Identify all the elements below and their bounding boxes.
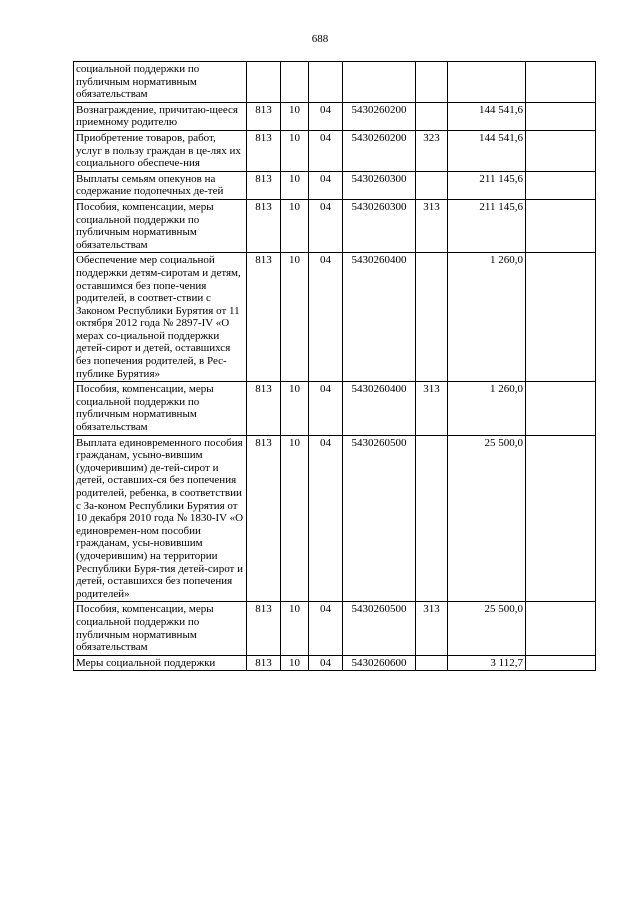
table-row — [74, 655, 596, 671]
row-expense-type-code: 313 — [416, 199, 448, 252]
row-extra — [526, 62, 596, 103]
row-ved-code: 813 — [247, 655, 281, 671]
row-ved-code: 813 — [247, 130, 281, 171]
row-subsection-code: 04 — [309, 171, 343, 199]
row-expense-type-code — [416, 435, 448, 602]
row-subsection-code — [309, 62, 343, 103]
row-target-article-code: 5430260200 — [343, 102, 416, 130]
row-name: Выплаты семьям опекунов на содержание подопечных де-тей — [74, 171, 247, 199]
row-ved-code: 813 — [247, 253, 281, 382]
row-extra — [526, 435, 596, 602]
row-target-article-code: 5430260600 — [343, 655, 416, 671]
row-expense-type-code — [416, 253, 448, 382]
row-target-article-code: 5430260500 — [343, 435, 416, 602]
row-name: Обеспечение мер социальной поддержки детям-сиротам и детям, оставшимся без попе-чения родителей, в соответ-ствии с Законом Республики Бурятия от 11 октября 2012 года № 2897-IV «О мерах со-циальной поддержки детей-сирот и детей, оставшихся без попечения родителей, в Рес-публике Бурятия» — [74, 253, 247, 382]
row-amount: 25 500,0 — [448, 435, 526, 602]
row-name: Пособия, компенсации, меры социальной поддержки по публичным нормативным обязательствам — [74, 382, 247, 435]
row-extra — [526, 130, 596, 171]
row-expense-type-code — [416, 62, 448, 103]
table-row — [74, 602, 596, 655]
row-target-article-code: 5430260400 — [343, 253, 416, 382]
table-row — [74, 435, 596, 602]
table-row — [74, 130, 596, 171]
table-row — [74, 199, 596, 252]
row-name: Приобретение товаров, работ, услуг в пользу граждан в це-лях их социального обеспече-ния — [74, 130, 247, 171]
row-name: Вознаграждение, причитаю-щееся приемному родителю — [74, 102, 247, 130]
row-ved-code: 813 — [247, 435, 281, 602]
row-section-code: 10 — [281, 130, 309, 171]
row-expense-type-code — [416, 171, 448, 199]
row-amount: 1 260,0 — [448, 382, 526, 435]
row-ved-code: 813 — [247, 382, 281, 435]
row-target-article-code: 5430260300 — [343, 199, 416, 252]
row-subsection-code: 04 — [309, 253, 343, 382]
table-row — [74, 102, 596, 130]
row-ved-code: 813 — [247, 102, 281, 130]
row-subsection-code: 04 — [309, 602, 343, 655]
row-section-code: 10 — [281, 602, 309, 655]
table-row — [74, 171, 596, 199]
row-extra — [526, 102, 596, 130]
row-section-code: 10 — [281, 435, 309, 602]
row-expense-type-code: 313 — [416, 382, 448, 435]
row-target-article-code: 5430260400 — [343, 382, 416, 435]
row-amount: 211 145,6 — [448, 171, 526, 199]
row-name: Меры социальной поддержки — [74, 655, 247, 671]
row-extra — [526, 253, 596, 382]
row-section-code: 10 — [281, 199, 309, 252]
row-extra — [526, 602, 596, 655]
row-subsection-code: 04 — [309, 382, 343, 435]
row-section-code: 10 — [281, 382, 309, 435]
row-amount: 211 145,6 — [448, 199, 526, 252]
row-amount: 1 260,0 — [448, 253, 526, 382]
row-name: социальной поддержки по публичным нормативным обязательствам — [74, 62, 247, 103]
row-ved-code: 813 — [247, 199, 281, 252]
row-ved-code: 813 — [247, 171, 281, 199]
row-amount: 144 541,6 — [448, 130, 526, 171]
row-ved-code: 813 — [247, 602, 281, 655]
row-amount: 144 541,6 — [448, 102, 526, 130]
row-amount: 25 500,0 — [448, 602, 526, 655]
row-target-article-code: 5430260500 — [343, 602, 416, 655]
row-subsection-code: 04 — [309, 655, 343, 671]
row-target-article-code: 5430260200 — [343, 130, 416, 171]
table-row — [74, 382, 596, 435]
row-target-article-code: 5430260300 — [343, 171, 416, 199]
row-amount: 3 112,7 — [448, 655, 526, 671]
budget-table — [73, 61, 596, 671]
row-extra — [526, 382, 596, 435]
row-subsection-code: 04 — [309, 435, 343, 602]
row-section-code: 10 — [281, 253, 309, 382]
row-subsection-code: 04 — [309, 130, 343, 171]
row-target-article-code — [343, 62, 416, 103]
row-extra — [526, 171, 596, 199]
row-name: Пособия, компенсации, меры социальной поддержки по публичным нормативным обязательствам — [74, 602, 247, 655]
row-section-code: 10 — [281, 102, 309, 130]
table-body — [74, 62, 596, 671]
row-expense-type-code — [416, 102, 448, 130]
page-number: 688 — [311, 33, 329, 45]
row-subsection-code: 04 — [309, 102, 343, 130]
row-extra — [526, 655, 596, 671]
row-expense-type-code: 313 — [416, 602, 448, 655]
row-ved-code — [247, 62, 281, 103]
row-subsection-code: 04 — [309, 199, 343, 252]
row-name: Выплата единовременного пособия гражданам, усыно-вившим (удочерившим) де-тей-сирот и детей, оставших-ся без попечения родителей, ребенка, в соответствии с За-коном Республики Бурятия от 10 декабря 2010 года № 1830-IV «О единовремен-ном пособии гражданам, усы-новившим (удочерившим) на территории Республики Буря-тия детей-сирот и детей, оставшихся без попечения родителей» — [74, 435, 247, 602]
row-section-code: 10 — [281, 655, 309, 671]
table-row — [74, 62, 596, 103]
row-extra — [526, 199, 596, 252]
row-name: Пособия, компенсации, меры социальной поддержки по публичным нормативным обязательствам — [74, 199, 247, 252]
table-row — [74, 253, 596, 382]
row-expense-type-code — [416, 655, 448, 671]
row-section-code — [281, 62, 309, 103]
row-expense-type-code: 323 — [416, 130, 448, 171]
row-section-code: 10 — [281, 171, 309, 199]
row-amount — [448, 62, 526, 103]
